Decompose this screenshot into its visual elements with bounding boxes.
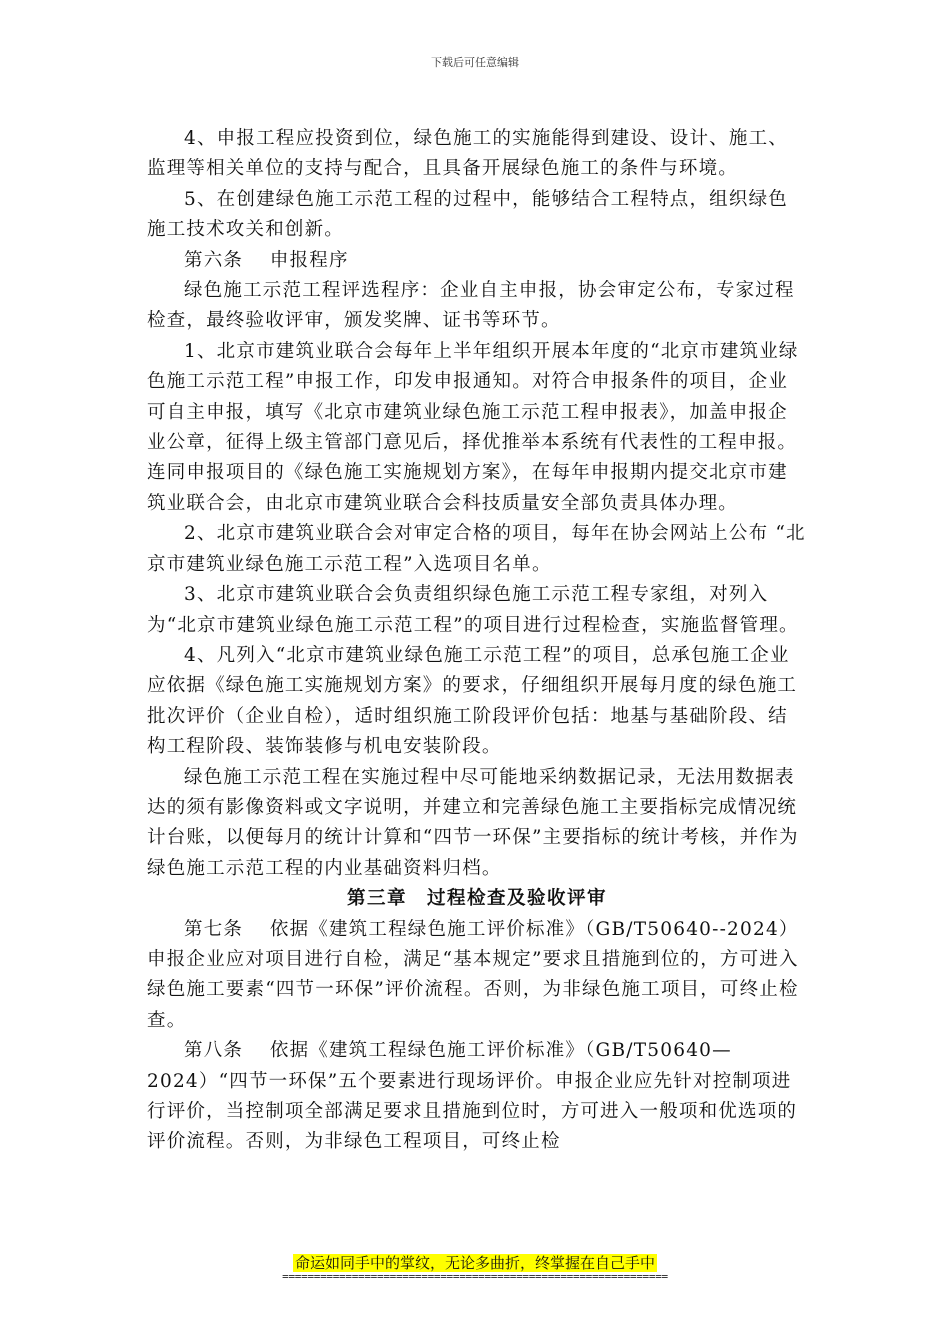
paragraph-article-7: 第七条 依据《建筑工程绿色施工评价标准》（GB/T50640--2024）申报企业应对项目进行自检，满足“基本规定”要求且措施到位的，方可进入绿色施工要素“四节一环保”评价流程。否则，为非绿色施工项目，可终止检查。 xyxy=(147,918,799,1031)
footer-motto-text: 命运如同手中的掌纹，无论多曲折，终掌握在自己手中 xyxy=(294,1254,655,1272)
paragraph-selection-procedure: 绿色施工示范工程评选程序：企业自主申报，协会审定公布，专家过程检查，最终验收评审，颁发奖牌、证书等环节。 xyxy=(147,280,795,332)
paragraph-procedure-3: 3、北京市建筑业联合会负责组织绿色施工示范工程专家组，对列入为“北京市建筑业绿色施工示范工程”的项目进行过程检查，实施监督管理。 xyxy=(147,584,799,636)
paragraph-procedure-1: 1、北京市建筑业联合会每年上半年组织开展本年度的“北京市建筑业绿色施工示范工程”申报工作，印发申报通知。对符合申报条件的项目，企业可自主申报，填写《北京市建筑业绿色施工示范工程申报表》，加盖申报企业公章，征得上级主管部门意见后，择优推举本系统有代表性的工程申报。连同申报项目的《绿色施工实施规划方案》，在每年申报期内提交北京市建筑业联合会，由北京市建筑业联合会科技质量安全部负责具体办理。 xyxy=(147,340,799,514)
document-body xyxy=(147,124,807,1158)
footer-divider-rule: ============================================================= xyxy=(282,1270,668,1283)
paragraph-data-records: 绿色施工示范工程在实施过程中尽可能地采纳数据记录，无法用数据表达的须有影像资料或文字说明，并建立和完善绿色施工主要指标完成情况统计台账，以便每月的统计计算和“四节一环保”主要指标的统计考核，并作为绿色施工示范工程的内业基础资料归档。 xyxy=(147,766,799,879)
paragraph-item-5-innovation: 5、在创建绿色施工示范工程的过程中，能够结合工程特点，组织绿色施工技术攻关和创新。 xyxy=(147,188,788,241)
paragraph-item-4-conditions: 4、申报工程应投资到位，绿色施工的实施能得到建设、设计、施工、监理等相关单位的支持与配合，且具备开展绿色施工的条件与环境。 xyxy=(147,128,788,180)
paragraph-procedure-2: 2、北京市建筑业联合会对审定合格的项目，每年在协会网站上公布 “北京市建筑业绿色施工示范工程”入选项目名单。 xyxy=(147,523,806,575)
chapter-3-heading: 第三章 过程检查及验收评审 xyxy=(346,888,607,910)
paragraph-procedure-4: 4、凡列入“北京市建筑业绿色施工示范工程”的项目，总承包施工企业应依据《绿色施工实施规划方案》的要求，仔细组织开展每月度的绿色施工批次评价（企业自检），适时组织施工阶段评价包括：地基与基础阶段、结构工程阶段、装饰装修与机电安装阶段。 xyxy=(147,644,798,758)
page-header-note: 下载后可任意编辑 xyxy=(431,56,519,69)
article-6-heading: 第六条 申报程序 xyxy=(184,249,349,271)
paragraph-article-8: 第八条 依据《建筑工程绿色施工评价标准》（GB/T50640—2024）“四节一环保”五个要素进行现场评价。申报企业应先针对控制项进行评价，当控制项全部满足要求且措施到位时，方可进入一般项和优选项的评价流程。否则，为非绿色工程项目，可终止检 xyxy=(147,1040,798,1153)
